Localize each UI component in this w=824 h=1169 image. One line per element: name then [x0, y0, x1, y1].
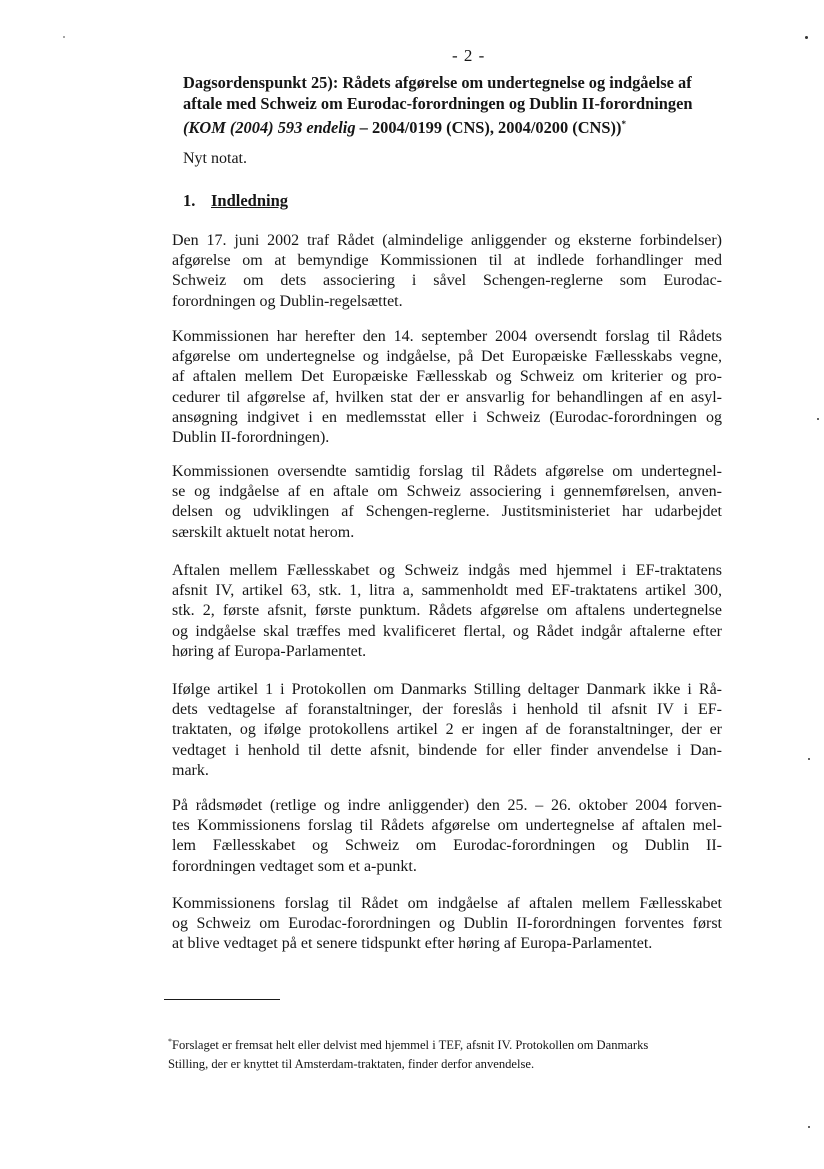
heading-line-1: Dagsordenspunkt 25): Rådets afgørelse om undertegnelse og indgåelse af [183, 73, 692, 92]
paragraph-2 [172, 327, 722, 448]
heading-document-reference: (KOM (2004) 593 endelig [183, 118, 356, 137]
footnote-separator [164, 999, 280, 1000]
section-title: Indledning [211, 191, 289, 210]
page-number: - 2 - [452, 46, 486, 65]
note-status-label: Nyt notat. [183, 150, 247, 167]
paragraph-line: Kommissionen oversendte samtidig forslag til Rådets afgørelse om undertegnel- [172, 463, 722, 480]
paragraph-line: Dublin II-forordningen). [172, 429, 330, 447]
paragraph-line: af aftalen mellem Det Europæiske Fællesskab og Schweiz om kriterier og pro- [172, 368, 722, 386]
scan-speck [805, 36, 808, 39]
paragraph-line: Kommissionen har herefter den 14. september 2004 oversendt forslag til Rådets [172, 328, 722, 345]
scan-speck [63, 36, 65, 38]
paragraph-4 [172, 561, 722, 662]
heading-procedure-numbers: – 2004/0199 (CNS), 2004/0200 (CNS)) [355, 118, 622, 137]
paragraph-line: tes Kommissionens forslag til Rådets afgørelse om undertegnelse af aftalen mel- [172, 817, 722, 835]
paragraph-line: cedurer til afgørelse af, hvilken stat der er ansvarlig for behandlingen af en asyl- [172, 388, 722, 406]
paragraph-6 [172, 796, 722, 877]
paragraph-line: at blive vedtaget på et senere tidspunkt efter høring af Europa-Parlamentet. [172, 935, 653, 953]
paragraph-5 [172, 680, 722, 781]
paragraph-line: afsnit IV, artikel 63, stk. 1, litra a, sammenholdt med EF-traktatens artikel 300, [172, 582, 722, 600]
footnote [168, 1032, 728, 1074]
paragraph-line: særskilt aktuelt notat herom. [172, 523, 355, 541]
paragraph-line: Aftalen mellem Fællesskabet og Schweiz indgås med hjemmel i EF-traktatens [172, 562, 722, 579]
paragraph-line: og Schweiz om Eurodac-forordningen og Dublin II-forordningen forventes først [172, 915, 722, 933]
agenda-item-heading [183, 72, 733, 138]
paragraph-line: Ifølge artikel 1 i Protokollen om Danmarks Stilling deltager Danmark ikke i Rå- [172, 681, 722, 698]
paragraph-line: høring af Europa-Parlamentet. [172, 642, 367, 660]
footnote-line-2: Stilling, der er knyttet til Amsterdam-traktaten, finder derfor anvendelse. [168, 1057, 535, 1071]
paragraph-line: Kommissionens forslag til Rådet om indgåelse af aftalen mellem Fællesskabet [172, 895, 722, 912]
heading-line-2: aftale med Schweiz om Eurodac-forordningen og Dublin II-forordningen [183, 94, 693, 113]
heading-footnote-marker: * [621, 119, 626, 129]
heading-line-3 [183, 114, 733, 138]
paragraph-line: mark. [172, 761, 209, 779]
scan-speck [808, 758, 810, 760]
paragraph-line: afgørelse om undertegnelse og indgåelse, på Det Europæiske Fællesskabs vegne, [172, 348, 722, 366]
scan-speck [808, 1126, 810, 1128]
paragraph-line: På rådsmødet (retlige og indre anliggender) den 25. – 26. oktober 2004 forven- [172, 797, 722, 814]
footnote-line-1 [168, 1032, 728, 1055]
paragraph-line: traktaten, og ifølge protokollens artikel 2 er ingen af de foranstaltninger, der er [172, 721, 722, 739]
paragraph-line: se og indgåelse af en aftale om Schweiz associering i gennemførelsen, anven- [172, 483, 722, 501]
paragraph-line: Schweiz om dets associering i såvel Schengen-reglerne som Eurodac- [172, 272, 722, 290]
paragraph-line: afgørelse om at bemyndige Kommissionen til at indlede forhandlinger med [172, 252, 722, 270]
footnote-text-1: Forslaget er fremsat helt eller delvist med hjemmel i TEF, afsnit IV. Protokollen om Danmarks [172, 1038, 649, 1052]
paragraph-line: vedtaget i henhold til dette afsnit, bindende for eller finder anvendelse i Dan- [172, 741, 722, 759]
paragraph-line: Den 17. juni 2002 traf Rådet (almindelige anliggender og eksterne forbindelser) [172, 232, 722, 249]
footnote-marker: * [168, 1037, 172, 1046]
paragraph-1 [172, 231, 722, 312]
scan-speck [817, 418, 819, 420]
paragraph-line: og indgåelse skal træffes med kvalificeret flertal, og Rådet indgår aftalerne efter [172, 622, 722, 640]
paragraph-line: ansøgning indgivet i en medlemsstat eller i Schweiz (Eurodac-forordningen og [172, 408, 722, 426]
paragraph-line: forordningen vedtaget som et a-punkt. [172, 857, 417, 875]
section-number: 1. [183, 191, 196, 210]
paragraph-7 [172, 894, 722, 955]
paragraph-line: stk. 2, første afsnit, første punktum. Rådets afgørelse om aftalens undertegnelse [172, 602, 722, 620]
paragraph-line: delsen og udviklingen af Schengen-reglerne. Justitsministeriet har udarbejdet [172, 503, 722, 521]
paragraph-line: forordningen og Dublin-regelsættet. [172, 292, 403, 310]
paragraph-line: dets vedtagelse af foranstaltninger, der foreslås i henhold til afsnit IV i EF- [172, 701, 722, 719]
section-heading [183, 191, 288, 211]
paragraph-3 [172, 462, 722, 543]
paragraph-line: lem Fællesskabet og Schweiz om Eurodac-forordningen og Dublin II- [172, 837, 722, 855]
